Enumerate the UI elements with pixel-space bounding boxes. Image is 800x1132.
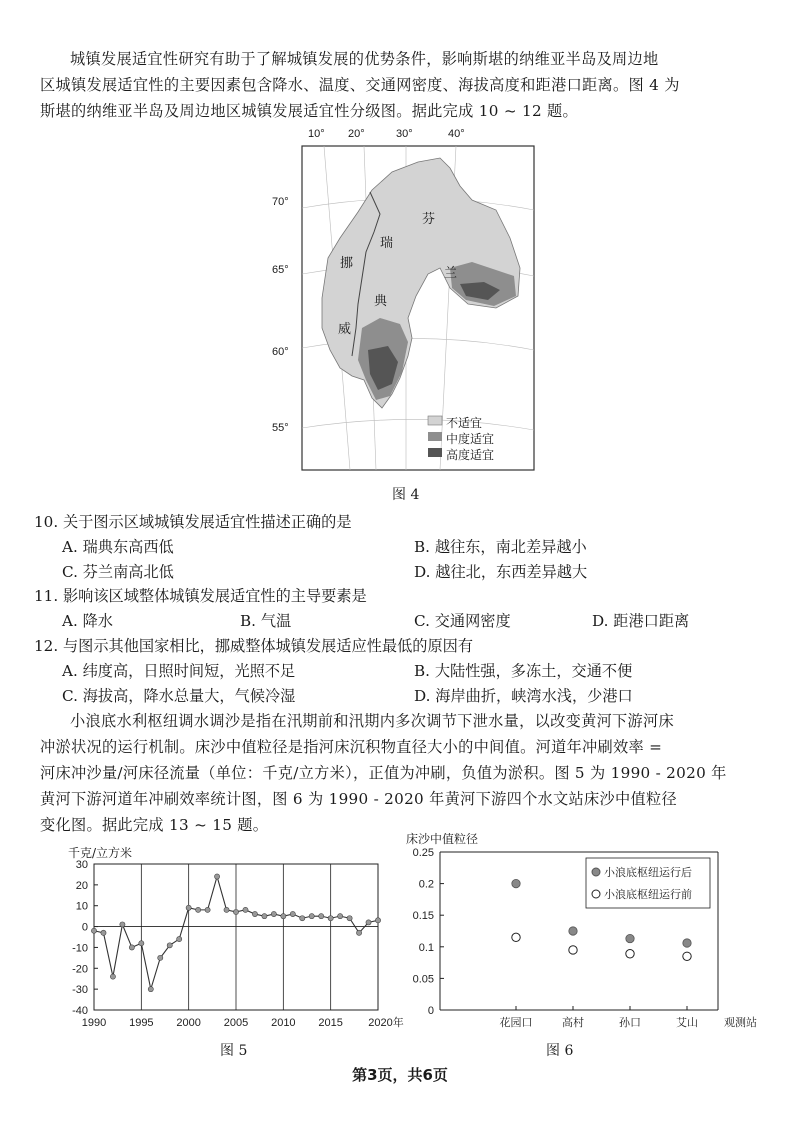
lat-label-70: 70° — [272, 196, 289, 208]
fig5-svg — [50, 860, 410, 1038]
fig6-svg — [400, 844, 780, 1040]
q10-option-c: C. 芬兰南高北低 — [62, 563, 174, 581]
figure-5-caption: 图 5 — [220, 1043, 248, 1059]
fig6-xlabel: 观测站 — [724, 1017, 757, 1029]
fig5-ytick-label: 30 — [75, 860, 88, 871]
intro-line-2: 区城镇发展适宜性的主要因素包含降水、温度、交通网密度、海拔高度和距港口距离。图 4 为 — [40, 76, 680, 94]
q12-option-c: C. 海拔高，降水总量大，气候冷湿 — [62, 687, 296, 705]
lon-label-20: 20° — [348, 128, 365, 140]
fig6-point-before — [512, 933, 520, 941]
country-label-finland-2: 兰 — [444, 266, 458, 281]
lon-label-40: 40° — [448, 128, 465, 140]
legend-swatch-moderate — [428, 432, 442, 441]
lat-label-60: 60° — [272, 346, 289, 358]
intro2-line-4: 黄河下游河道年冲刷效率统计图，图 6 为 1990 - 2020 年黄河下游四个水文站床沙中值粒径 — [40, 790, 677, 808]
figure-6-caption: 图 6 — [546, 1043, 574, 1059]
intro2-line-2: 冲淤状况的运行机制。床沙中值粒径是指河床沉积物直径大小的中间值。河道年冲刷效率 = — [40, 738, 663, 756]
fig5-ytick-label: -10 — [72, 942, 88, 955]
fig5-data-point — [375, 918, 380, 923]
fig5-data-point — [328, 916, 333, 921]
fig5-data-point — [186, 905, 191, 910]
fig5-data-point — [356, 930, 361, 935]
country-label-sweden-1: 瑞 — [380, 236, 394, 251]
fig5-xtick-label: 1990 — [81, 1017, 107, 1029]
figure-5 — [50, 842, 410, 1040]
fig5-data-point — [129, 945, 134, 950]
fig6-xtick-label: 花园口 — [499, 1017, 533, 1029]
q10-option-a: A. 瑞典东高西低 — [62, 538, 174, 556]
fig6-legend-label-after: 小浪底枢纽运行后 — [604, 867, 692, 879]
q11-option-b: B. 气温 — [240, 612, 292, 630]
legend-swatch-high — [428, 448, 442, 457]
fig6-point-before — [683, 952, 691, 960]
lon-label-30: 30° — [396, 128, 413, 140]
fig5-data-point — [281, 914, 286, 919]
fig5-data-point — [214, 874, 219, 879]
fig5-data-point — [148, 987, 153, 992]
fig5-ytick-label: -40 — [72, 1005, 88, 1017]
fig5-data-point — [233, 909, 238, 914]
q10-option-b: B. 越往东，南北差异越小 — [414, 538, 587, 556]
intro-line-3: 斯堪的纳维亚半岛及周边地区城镇发展适宜性分级图。据此完成 10 ~ 12 题。 — [40, 102, 579, 120]
lat-label-55: 55° — [272, 422, 289, 434]
fig5-data-point — [347, 916, 352, 921]
fig5-xtick-label: 2015 — [318, 1017, 343, 1029]
map-figure — [300, 128, 540, 474]
fig5-data-point — [252, 911, 257, 916]
fig5-data-point — [101, 930, 106, 935]
fig5-data-point — [319, 914, 324, 919]
fig5-data-point — [205, 907, 210, 912]
lon-label-10: 10° — [308, 128, 325, 140]
fig6-legend-label-before: 小浪底枢纽运行前 — [604, 889, 692, 901]
legend-label-moderate: 中度适宜 — [446, 432, 495, 446]
fig5-ytick-label: -30 — [72, 984, 88, 997]
figure-4-caption: 图 4 — [392, 487, 420, 503]
fig5-xtick-label: 1995 — [129, 1017, 154, 1029]
fig5-data-point — [366, 920, 371, 925]
fig6-legend-marker-after — [592, 868, 600, 876]
q12-option-d: D. 海岸曲折，峡湾水浅，少港口 — [414, 687, 633, 705]
fig6-point-after — [512, 879, 520, 887]
intro-line-1: 城镇发展适宜性研究有助于了解城镇发展的优势条件，影响斯堪的纳维亚半岛及周边地 — [70, 50, 659, 68]
fig5-ytick-label: 20 — [75, 879, 88, 892]
fig6-ytick-label: 0.25 — [412, 847, 434, 859]
fig5-data-point — [91, 928, 96, 933]
fig6-xtick-label: 高村 — [562, 1017, 584, 1029]
intro2-line-5: 变化图。据此完成 13 ~ 15 题。 — [40, 816, 269, 834]
fig6-point-after — [683, 939, 691, 947]
fig5-xtick-label: 2010 — [271, 1017, 296, 1029]
q11-option-d: D. 距港口距离 — [592, 612, 690, 630]
fig5-data-point — [196, 907, 201, 912]
fig6-ylabel: 床沙中值粒径 — [406, 832, 479, 846]
fig5-xtick-label: 2020年 — [368, 1017, 404, 1029]
fig6-ytick-label: 0.15 — [412, 910, 434, 923]
country-label-sweden-2: 典 — [374, 294, 388, 309]
fig5-ytick-label: -20 — [72, 963, 88, 976]
q12-stem: 12. 与图示其他国家相比，挪威整体城镇发展适应性最低的原因有 — [34, 637, 474, 655]
q11-option-c: C. 交通网密度 — [414, 612, 511, 630]
fig5-data-point — [262, 914, 267, 919]
lat-label-65: 65° — [272, 264, 289, 276]
fig5-data-point — [167, 943, 172, 948]
fig5-data-point — [300, 916, 305, 921]
fig5-ytick-label: 10 — [75, 900, 88, 913]
fig5-data-point — [139, 941, 144, 946]
country-label-norway-2: 威 — [338, 322, 352, 337]
figure-6 — [400, 830, 780, 1040]
fig6-point-before — [569, 946, 577, 954]
fig5-data-point — [120, 922, 125, 927]
fig6-point-before — [626, 950, 634, 958]
fig5-data-point — [271, 911, 276, 916]
intro2-line-3: 河床冲沙量/河床径流量（单位：千克/立方米），正值为冲刷，负值为淤积。图 5 为 1990 - 2020 年 — [40, 764, 727, 782]
fig5-data-point — [158, 955, 163, 960]
fig6-xtick-label: 孙口 — [619, 1017, 641, 1029]
fig5-data-point — [309, 914, 314, 919]
fig6-xtick-label: 艾山 — [676, 1017, 698, 1029]
map-svg — [300, 128, 540, 474]
fig6-ytick-label: 0 — [427, 1005, 434, 1017]
fig5-data-point — [224, 907, 229, 912]
q11-stem: 11. 影响该区域整体城镇发展适宜性的主导要素是 — [34, 587, 367, 605]
q10-option-d: D. 越往北，东西差异越大 — [414, 563, 588, 581]
fig6-ytick-label: 0.1 — [418, 941, 434, 954]
q10-stem: 10. 关于图示区域城镇发展适宜性描述正确的是 — [34, 513, 352, 531]
fig5-data-point — [243, 907, 248, 912]
legend-swatch-unsuitable — [428, 416, 442, 425]
fig5-ylabel: 千克/立方米 — [68, 846, 133, 860]
fig5-data-point — [177, 936, 182, 941]
intro2-line-1: 小浪底水利枢纽调水调沙是指在汛期前和汛期内多次调节下泄水量，以改变黄河下游河床 — [70, 712, 675, 730]
fig5-ytick-label: 0 — [81, 921, 88, 934]
fig5-data-point — [290, 911, 295, 916]
fig6-ytick-label: 0.2 — [418, 878, 434, 891]
country-label-finland-1: 芬 — [422, 212, 436, 227]
country-label-norway-1: 挪 — [340, 256, 354, 271]
fig5-data-point — [110, 974, 115, 979]
legend-label-unsuitable: 不适宜 — [446, 416, 483, 430]
q11-option-a: A. 降水 — [62, 612, 113, 630]
fig6-ytick-label: 0.05 — [412, 973, 434, 986]
fig6-point-after — [569, 927, 577, 935]
fig6-legend-marker-before — [592, 890, 600, 898]
legend-label-high: 高度适宜 — [446, 448, 495, 462]
page-number: 第3页，共6页 — [352, 1066, 448, 1084]
fig6-point-after — [626, 934, 634, 942]
q12-option-b: B. 大陆性强，多冻土，交通不便 — [414, 662, 633, 680]
fig5-data-point — [338, 914, 343, 919]
fig5-xtick-label: 2000 — [176, 1017, 201, 1029]
fig5-xtick-label: 2005 — [223, 1017, 249, 1029]
q12-option-a: A. 纬度高，日照时间短，光照不足 — [62, 662, 296, 680]
